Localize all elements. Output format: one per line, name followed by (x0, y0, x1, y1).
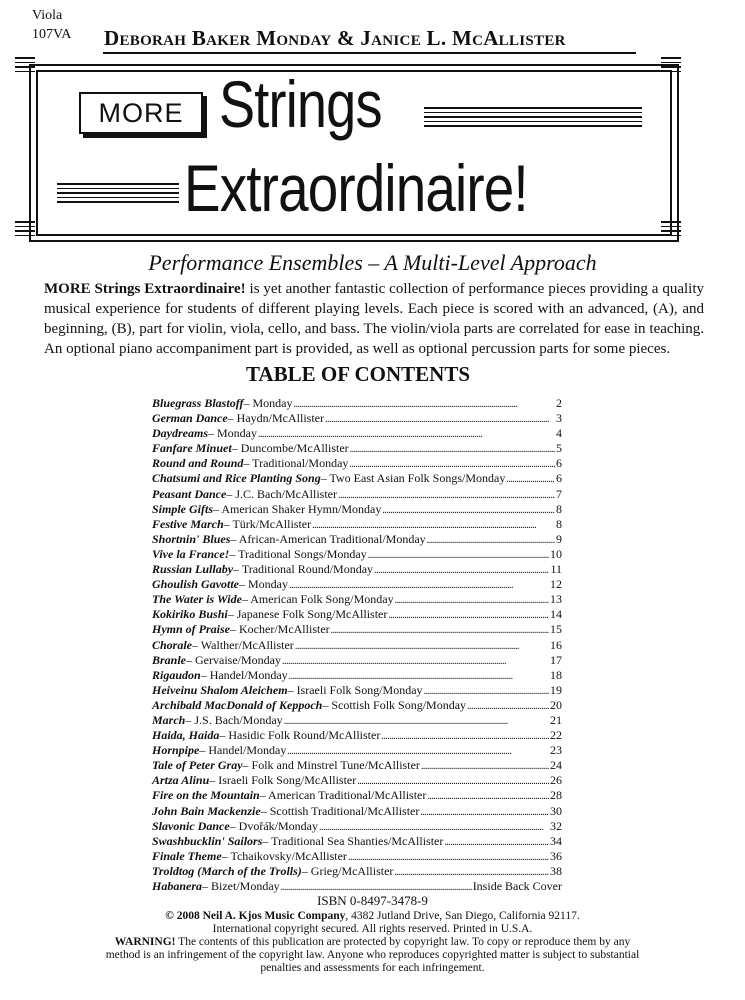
toc-entry-credit: – American Shaker Hymn/Monday (213, 501, 382, 516)
toc-entry (152, 638, 562, 653)
toc-leader-dots (319, 819, 549, 835)
toc-entry-page: 8 (556, 516, 562, 531)
toc-leader-dots (427, 788, 549, 804)
toc-entry-page: 10 (550, 546, 562, 561)
authors-rule (103, 52, 636, 54)
toc-leader-dots (312, 517, 555, 533)
toc-entry-page: 22 (550, 728, 562, 743)
toc-entry-title: Artza Alinu (152, 773, 210, 788)
toc-leader-dots (420, 804, 549, 820)
toc-entry-page: 19 (550, 682, 562, 697)
toc-entry-credit: – Japanese Folk Song/McAllister (227, 607, 388, 622)
toc-leader-dots (293, 396, 555, 412)
toc-leader-dots (427, 532, 555, 548)
toc-entry (152, 471, 562, 486)
toc-entry (152, 396, 562, 411)
toc-entry-title: Kokiriko Bushi (152, 607, 228, 622)
toc-entry (152, 728, 562, 743)
toc-entry-credit: – Traditional Round/Monday (233, 562, 374, 577)
toc-entry-credit: – Gervaise/Monday (186, 652, 281, 667)
toc-entry-page: 5 (556, 441, 562, 456)
toc-leader-dots (394, 864, 549, 880)
toc-entry-title: Bluegrass Blastoff (152, 396, 244, 410)
toc-entry (152, 864, 562, 879)
toc-entry-credit: – American Traditional/McAllister (259, 788, 427, 803)
toc-entry-page: 17 (550, 652, 562, 667)
more-badge: MORE (79, 92, 203, 134)
toc-entry-credit: – Dvořák/Monday (229, 818, 318, 833)
toc-leader-dots (348, 849, 549, 865)
toc-leader-dots (289, 577, 549, 593)
toc-entry (152, 622, 562, 637)
footer (0, 893, 745, 975)
staff-lines-top-right (661, 57, 681, 75)
toc-entry-title: Fire on the Mountain (152, 788, 260, 803)
toc-leader-dots (381, 728, 549, 744)
toc-entry (152, 517, 562, 532)
title-line-1: Strings (219, 67, 382, 141)
staff-lines-right (424, 107, 642, 130)
toc-entry-title: Festive March (152, 516, 224, 531)
toc-entry-title: German Dance (152, 411, 228, 426)
toc-entry (152, 788, 562, 803)
toc-entry-title: Troldtog (March of the Trolls) (152, 863, 302, 878)
toc-entry-page: 24 (550, 758, 562, 773)
toc-leader-dots (374, 562, 549, 578)
toc-entry-title: Chatsumi and Rice Planting Song (152, 471, 321, 486)
toc-entry-page: 16 (550, 637, 562, 652)
toc-leader-dots (287, 743, 549, 759)
toc-entry-page: 21 (550, 712, 562, 727)
toc-entry-credit: – Scottish Traditional/McAllister (260, 803, 420, 818)
toc-entry-credit: – Handel/Monday (199, 743, 287, 758)
toc-entry-page: 14 (550, 607, 562, 622)
isbn: ISBN 0-8497-3478-9 (317, 893, 428, 908)
toc-entry-page: 9 (556, 531, 562, 546)
toc-entry (152, 547, 562, 562)
toc-entry-credit: – Türk/McAllister (223, 516, 312, 531)
toc-entry-page: 38 (550, 863, 562, 878)
toc-heading: TABLE OF CONTENTS (245, 362, 471, 386)
toc-entry-credit: – Traditional Sea Shanties/McAllister (262, 833, 444, 848)
intro-body: is yet another fantastic collection of performance pieces providing a quality musical experience for students of different playing levels. Each piece is scored with an advanced, (A), and beginning, (B), part for violin, viola, cello, and bass. The violin/viola parts are correlated for ease in teaching. An optional piano accompaniment part is provided, as well as optional percussion parts for some pieces. (44, 281, 704, 357)
toc-leader-dots (331, 622, 549, 638)
toc-entry-title: Slavonic Dance (152, 818, 230, 833)
toc-entry-page: 30 (550, 803, 562, 818)
toc-entry (152, 653, 562, 668)
toc-entry-page: 23 (550, 743, 562, 758)
toc-entry-title: Archibald MacDonald of Keppoch (152, 697, 323, 712)
toc-leader-dots (395, 592, 549, 608)
toc-entry-title: Heiveinu Shalom Aleichem (152, 682, 288, 697)
toc-entry-page: 32 (550, 818, 562, 833)
toc-entry-title: Rigaudon (152, 667, 201, 682)
intro-lead: MORE Strings Extraordinaire! (44, 281, 246, 297)
toc-entry (152, 607, 562, 622)
toc-entry-title: Fanfare Minuet (152, 441, 232, 456)
toc-entry (152, 804, 562, 819)
toc-entry-credit: – Hasidic Folk Round/McAllister (219, 728, 381, 743)
toc-entry-title: Tale of Peter Gray (152, 758, 243, 773)
toc-entry (152, 426, 562, 441)
toc-leader-dots (258, 426, 555, 442)
toc-leader-dots (506, 471, 555, 487)
toc-entry-credit: – Tchaikovsky/McAllister (221, 848, 347, 863)
toc-entry (152, 683, 562, 698)
toc-entry (152, 834, 562, 849)
toc-leader-dots (357, 773, 549, 789)
staff-lines-top-left (15, 57, 35, 75)
toc-entry-credit: – Handel/Monday (200, 667, 288, 682)
toc-entry-page: 6 (556, 456, 562, 471)
rights: International copyright secured. All rights reserved. Printed in U.S.A. (212, 923, 533, 935)
toc-entry-page: 6 (556, 471, 562, 486)
toc-leader-dots (388, 607, 549, 623)
toc-entry-title: Hymn of Praise (152, 622, 230, 637)
copyright-rest: , 4382 Jutland Drive, San Diego, California 92117. (345, 910, 580, 922)
toc-entry (152, 592, 562, 607)
toc-leader-dots (295, 638, 549, 654)
toc-entry-title: Shortnin' Blues (152, 531, 231, 546)
subtitle: Performance Ensembles – A Multi-Level Approach (148, 250, 597, 275)
copyright (0, 910, 745, 923)
toc-entry (152, 713, 562, 728)
toc-entry (152, 849, 562, 864)
toc-entry (152, 441, 562, 456)
toc-entry-title: Russian Lullaby (152, 562, 234, 577)
toc-leader-dots (282, 653, 549, 669)
staff-lines-bottom-left (15, 221, 35, 239)
toc-entry-credit: – Traditional Songs/Monday (229, 546, 367, 561)
toc-entry-credit: – Two East Asian Folk Songs/Monday (320, 471, 506, 486)
toc-entry-credit: – Israeli Folk Song/McAllister (209, 773, 357, 788)
toc-entry (152, 456, 562, 471)
toc-entry-title: Simple Gifts (152, 501, 214, 516)
toc-entry-title: Haida, Haida (152, 728, 220, 743)
toc-entry (152, 502, 562, 517)
toc-entry (152, 879, 562, 894)
toc-leader-dots (289, 668, 549, 684)
copyright-lead: © 2008 Neil A. Kjos Music Company (165, 910, 346, 922)
warning (103, 936, 643, 975)
toc-entry (152, 758, 562, 773)
toc-entry-credit: – Haydn/McAllister (227, 411, 324, 426)
toc-entry-credit: – Monday (239, 577, 289, 592)
table-of-contents (152, 396, 562, 894)
toc-entry-title: John Bain Mackenzie (152, 803, 261, 818)
toc-leader-dots (350, 441, 555, 457)
toc-entry-page: 2 (556, 396, 562, 410)
toc-entry-title: Hornpipe (152, 743, 200, 758)
title-frame (29, 57, 679, 247)
toc-entry-page: 18 (550, 667, 562, 682)
toc-leader-dots (349, 456, 555, 472)
toc-entry-page: Inside Back Cover (472, 879, 562, 893)
toc-entry-page: 34 (550, 833, 562, 848)
toc-entry (152, 698, 562, 713)
toc-entry-page: 36 (550, 848, 562, 863)
toc-entry-credit: – Walther/McAllister (192, 637, 294, 652)
staff-lines-left (57, 183, 179, 206)
toc-entry-credit: – Monday (208, 426, 257, 441)
toc-entry (152, 819, 562, 834)
toc-entry-credit: – Kocher/McAllister (230, 622, 330, 637)
toc-entry-page: 26 (550, 773, 562, 788)
toc-entry-credit: – Scottish Folk Song/Monday (322, 697, 467, 712)
staff-lines-bottom-right (661, 221, 681, 239)
toc-entry-title: Peasant Dance (152, 486, 227, 501)
warning-lead: WARNING! (114, 936, 176, 948)
toc-entry-title: Habanera (152, 879, 203, 893)
toc-entry-title: Finale Theme (152, 848, 222, 863)
toc-leader-dots (467, 698, 549, 714)
toc-leader-dots (421, 758, 549, 774)
toc-entry-credit: – Monday (243, 396, 293, 410)
toc-leader-dots (284, 713, 549, 729)
toc-entry (152, 532, 562, 547)
toc-entry-page: 28 (550, 788, 562, 803)
authors: Deborah Baker Monday & Janice L. McAllister (104, 26, 566, 50)
toc-entry-title: Ghoulish Gavotte (152, 577, 240, 592)
toc-entry-page: 7 (556, 486, 562, 501)
toc-leader-dots (325, 411, 555, 427)
warning-body: The contents of this publication are protected by copyright law. To copy or reproduce them by any method is an infringement of the copyright law. Anyone who reproduces copyrighted matter is subject to substantial penalties and assessments for each infringement. (105, 936, 640, 974)
toc-entry-title: Daydreams (152, 426, 208, 441)
toc-entry (152, 487, 562, 502)
toc-leader-dots (444, 834, 549, 850)
catalog-code: 107VA (32, 27, 72, 42)
title-line-2: Extraordinaire! (184, 151, 528, 225)
intro-paragraph (44, 279, 704, 359)
toc-entry-title: Vive la France! (152, 546, 230, 561)
toc-entry-page: 15 (550, 622, 562, 637)
toc-leader-dots (338, 487, 555, 503)
toc-entry (152, 773, 562, 788)
toc-entry-title: March (152, 712, 186, 727)
toc-entry-page: 4 (556, 426, 562, 441)
toc-entry (152, 562, 562, 577)
toc-entry-page: 3 (556, 411, 562, 426)
toc-entry-credit: – Traditional/Monday (243, 456, 349, 471)
toc-leader-dots (382, 502, 555, 518)
toc-entry-page: 8 (556, 501, 562, 516)
toc-entry-title: The Water is Wide (152, 592, 242, 607)
toc-entry-credit: – Grieg/McAllister (301, 863, 394, 878)
part-label (32, 6, 71, 44)
toc-entry-page: 20 (550, 697, 562, 712)
toc-entry-credit: – Folk and Minstrel Tune/McAllister (242, 758, 420, 773)
toc-entry-credit: – Duncombe/McAllister (231, 441, 349, 456)
toc-entry-title: Branle (152, 652, 187, 667)
toc-entry (152, 577, 562, 592)
instrument-name: Viola (32, 8, 63, 23)
toc-entry-title: Round and Round (152, 456, 244, 471)
toc-entry-credit: – American Folk Song/Monday (241, 592, 394, 607)
toc-entry (152, 743, 562, 758)
toc-entry-credit: – J.S. Bach/Monday (185, 712, 283, 727)
toc-entry-credit: – African-American Traditional/Monday (230, 531, 426, 546)
toc-entry-page: 11 (550, 562, 562, 577)
toc-entry-page: 13 (550, 592, 562, 607)
toc-leader-dots (424, 683, 549, 699)
toc-entry-credit: – Israeli Folk Song/Monday (287, 682, 423, 697)
toc-entry-title: Swashbucklin' Sailors (152, 833, 263, 848)
toc-entry (152, 411, 562, 426)
toc-entry-title: Chorale (152, 637, 193, 652)
toc-entry-credit: – Bizet/Monday (202, 879, 280, 893)
toc-leader-dots (368, 547, 549, 563)
toc-entry-credit: – J.C. Bach/McAllister (226, 486, 337, 501)
toc-entry (152, 668, 562, 683)
toc-entry-page: 12 (550, 577, 562, 592)
